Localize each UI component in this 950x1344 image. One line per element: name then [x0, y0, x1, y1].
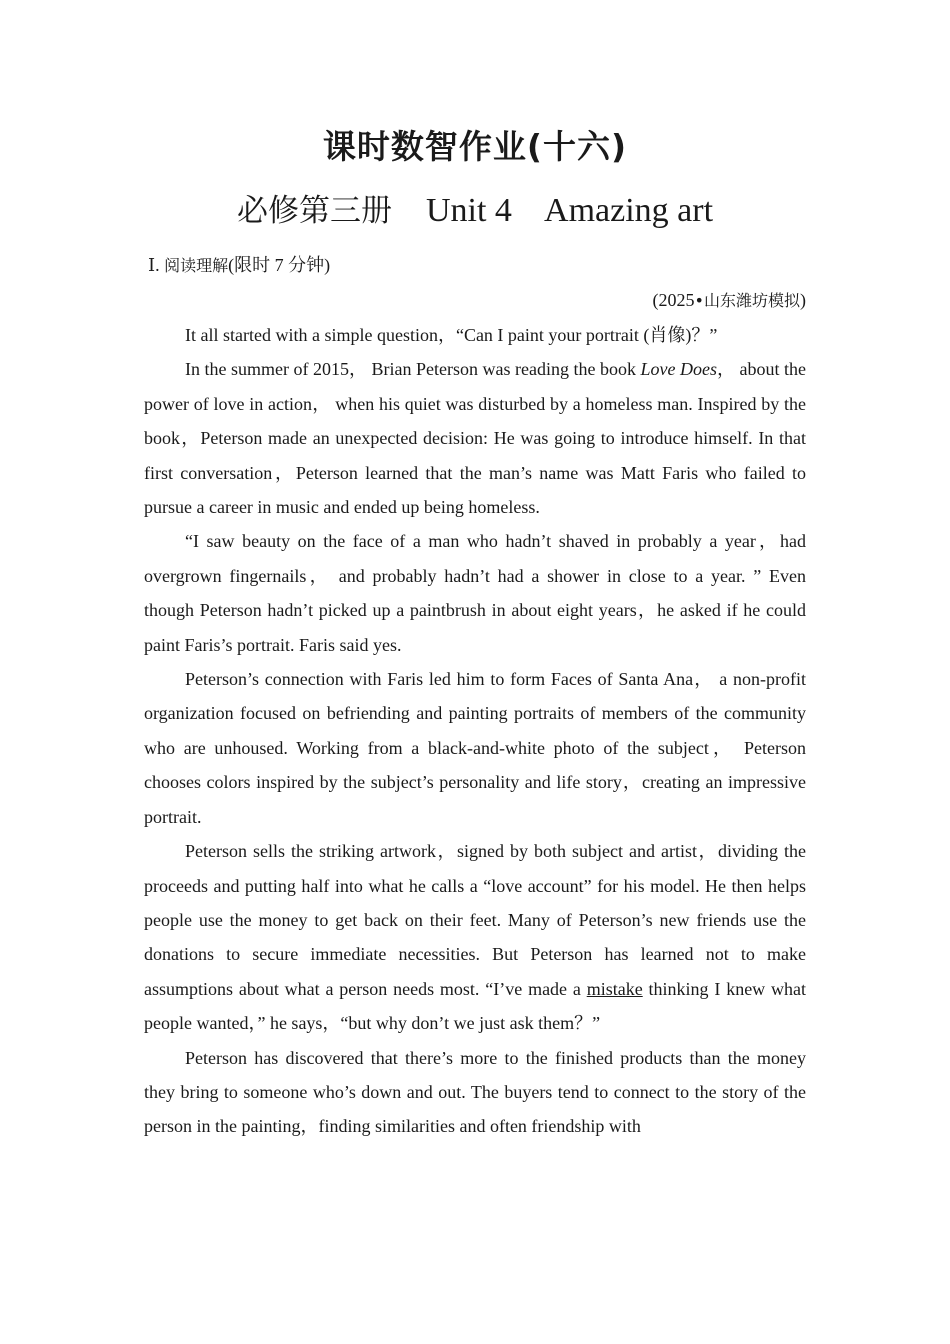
source-close: ) [800, 290, 806, 310]
subtitle-unit: Unit 4 [425, 192, 512, 229]
paragraph-2-text-b: ， about the power of love in action， when his quiet was disturbed by a homeless man. Inspired by the book，Peterson made an unexpected decision: He was going to introduce himself. In that first conversation，Peterson learned that the man’s name was Matt Faris who failed to pursue a career in music and ended up being homeless. [144, 359, 807, 518]
section-heading [148, 252, 330, 279]
paragraph-1: It all started with a simple question，“Can I paint your portrait (肖像)？” [185, 325, 718, 345]
reading-passage [144, 318, 806, 1144]
paragraph-5-text-b: thinking I knew what people wanted，” he says，“but why don’t we just ask them？” [144, 978, 806, 1034]
paragraph-2 [144, 352, 806, 524]
underlined-word: mistake [586, 978, 643, 999]
source-year: (2025 [652, 290, 695, 310]
section-numeral: Ⅰ. [148, 255, 160, 275]
paragraph-4: Peterson’s connection with Faris led him to form Faces of Santa Ana， a non-profit organization focused on befriending and painting portraits of members of the community who are unhoused. Working from a black-and-white photo of the subject， Peterson chooses colors inspired by the subject’s personality and life story，creating an impressive portrait. [144, 669, 806, 827]
paragraph-2-text-a: In the summer of 2015， Brian Peterson was reading the book [185, 359, 641, 380]
paragraph-6: Peterson has discovered that there’s more to the finished products than the money they bring to someone who’s down and out. The buyers tend to connect to the story of the person in the painting，finding similarities and often friendship with [144, 1047, 806, 1137]
subtitle-book: 必修第三册 [236, 193, 392, 229]
section-label: 阅读理解 [164, 256, 229, 275]
source-dot: • [694, 291, 704, 310]
page-title: 课时数智作业(十六) [322, 127, 628, 166]
page-subtitle [0, 186, 950, 236]
passage-source [653, 287, 806, 314]
section-time-limit: (限时 7 分钟) [228, 255, 331, 275]
book-title: Love Does [640, 359, 717, 380]
paragraph-5 [144, 834, 806, 1040]
subtitle-topic: Amazing art [544, 192, 714, 229]
paragraph-5-text-a: Peterson sells the striking artwork，signed by both subject and artist，dividing the proceeds and putting half into what he calls a “love account” for his model. He then helps people use the money to get back on their feet. Many of Peterson’s new friends use the donations to secure immediate necessities. But Peterson has learned not to make assumptions about what a person needs most. “I’ve made a [144, 841, 806, 999]
source-place: 山东潍坊模拟 [703, 291, 800, 310]
paragraph-3: “I saw beauty on the face of a man who hadn’t shaved in probably a year，had overgrown fingernails， and probably hadn’t had a shower in close to a year. ” Even though Peterson hadn’t picked up a paintbrush in about eight years，he asked if he could paint Faris’s portrait. Faris said yes. [144, 531, 806, 655]
